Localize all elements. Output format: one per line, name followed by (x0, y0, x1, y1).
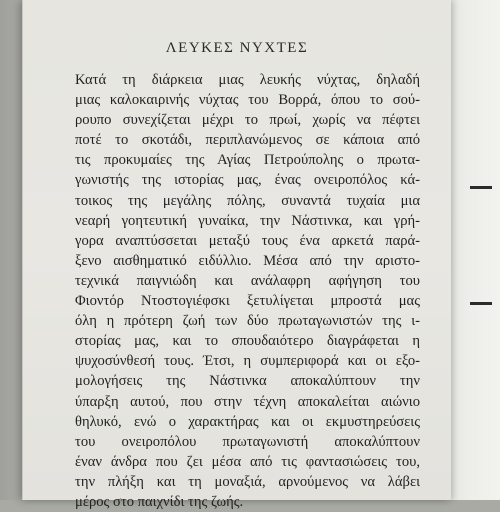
blurb-line: Κατά τη διάρκεια μιας λευκής νύχτας, δηλαδή (75, 72, 420, 88)
background-rule (470, 186, 492, 189)
blurb-line: τεχνικά παιγνιώδη και ανάλαφρη αφήγηση του (75, 272, 420, 289)
blurb-line: ύπαρξη αυτού, που στην τέχνη αποκαλείται αιώνιο (75, 393, 420, 410)
blurb-line: όλη η πρότερη ζωή των δύο πρωταγωνιστών της ι- (75, 313, 420, 330)
blurb-line: Φιοντόρ Ντοστογιέφσκι ξετυλίγεται μπροστά μας (75, 293, 420, 310)
blurb-line: γορα αναπτύσσεται μεταξύ τους ένα αρκετά παρά- (75, 232, 420, 249)
blurb-line: του ονειροπόλου πρωταγωνιστή αποκαλύπτουν (75, 433, 420, 450)
book-blurb (75, 70, 420, 512)
blurb-line: έναν άνδρα που ζει μέσα από τις φαντασιώσεις του, (75, 453, 420, 470)
background-rule (470, 302, 492, 305)
blurb-line: ποτέ το σκοτάδι, περιπλανώμενος σε κάποια από (75, 132, 420, 149)
book-back-cover (22, 0, 451, 510)
blurb-line: μέρος στο παιχνίδι της ζωής. (75, 493, 244, 510)
blurb-line: την πλήξη και τη μοναξιά, αρνούμενος να λάβει (75, 473, 420, 490)
blurb-line: θηλυκό, ενώ ο χαρακτήρας και οι εκμυστηρεύσεις (75, 413, 420, 430)
blurb-line: μολογήσεις της Νάστινκα αποκαλύπτουν την (75, 373, 420, 390)
blurb-line: ρουπο συνεχίζεται μέχρι το πρωί, χωρίς να πέφτει (75, 112, 420, 129)
blurb-line: νεαρή γοητευτική γυναίκα, την Νάστινκα, και γρή- (75, 212, 420, 229)
blurb-line: ξενο αισθηματικό ειδύλλιο. Μέσα από την αριστο- (75, 252, 420, 269)
blurb-line: τις προκυμαίες της Αγίας Πετρούπολης ο πρωτα- (75, 152, 420, 169)
blurb-line: μιας καλοκαιρινής νύχτας του Βορρά, όπου το σού- (75, 92, 420, 109)
blurb-line: γωνιστής της ιστορίας μας, ένας ονειροπόλος κά- (75, 172, 420, 189)
background-right (445, 0, 500, 500)
blurb-line: ψυχοσύνθεσή τους. Έτσι, η συμπεριφορά και οι εξο- (75, 353, 420, 370)
blurb-line: στορίας μας, και το σπουδαιότερο διαγράφεται η (75, 333, 420, 350)
blurb-line: τοικος της μεγάλης πόλης, συναντά τυχαία μια (75, 192, 420, 209)
book-title: ΛΕΥΚΕΣ ΝΥΧΤΕΣ (165, 40, 309, 56)
